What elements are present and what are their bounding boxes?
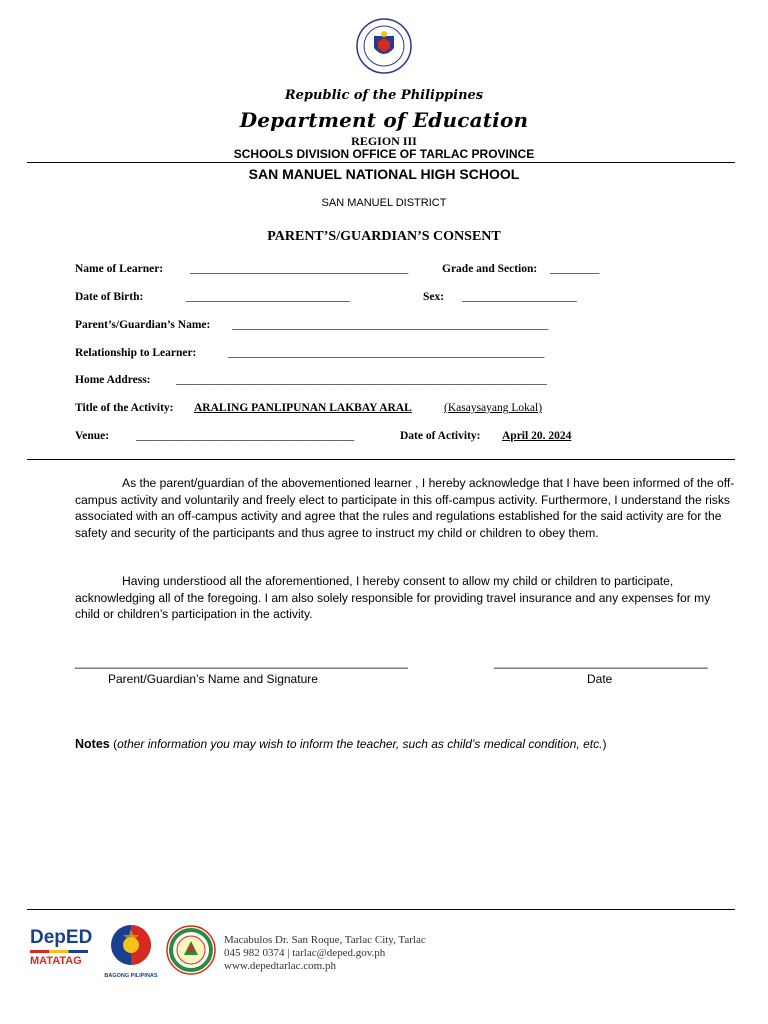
activity-subtitle: (Kasaysayang Lokal) [444,402,543,414]
sex-label: Sex: [423,291,445,303]
deped-logo-stripe [30,950,88,953]
grade-label: Grade and Section: [442,263,538,275]
signature-line[interactable]: _____________________________________________________ [75,655,408,669]
footer-website[interactable]: www.depedtarlac.com.ph [224,960,336,972]
footer-address: Macabulos Dr. San Roque, Tarlac City, Tarlac [224,934,426,946]
header-divider [27,162,735,163]
region-heading: REGION III [351,134,417,148]
footer-contact: 045 982 0374 | tarlac@deped.gov.ph [224,947,386,959]
address-label: Home Address: [75,374,151,386]
bagong-pilipinas-logo [104,923,158,977]
notes-label: Notes [75,737,110,751]
sdo-tarlac-seal [166,925,216,975]
guardian-label: Parent’s/Guardian’s Name: [75,319,211,331]
date-signed-label: Date [587,672,613,686]
footer-divider [27,909,735,910]
matatag-logo-text: MATATAG [30,955,82,967]
date-signed-line[interactable]: __________________________________ [494,655,708,669]
sex-field[interactable]: _____________________ [462,291,577,303]
relationship-label: Relationship to Learner: [75,347,197,359]
bagong-pilipinas-text: BAGONG PILIPINAS [104,973,158,979]
deped-matatag-logo [30,928,92,976]
grade-field[interactable]: _________ [550,263,600,275]
activity-value: ARALING PANLIPUNAN LAKBAY ARAL [194,402,412,414]
consent-text-2: Having understiood all the aforementioned, I hereby consent to allow my child or children to participate, acknowledging all of the foregoing. I am also solely responsible for providing travel insurance and any expenses for my child or children’s participation in the activity. [75,574,711,621]
form-title: PARENT’S/GUARDIAN’S CONSENT [267,229,501,244]
consent-paragraph-2 [75,573,735,623]
department-heading: Department of Education [239,108,529,132]
school-name: SAN MANUEL NATIONAL HIGH SCHOOL [248,166,520,182]
learner-field[interactable]: ________________________________________ [190,263,409,275]
district-name: SAN MANUEL DISTRICT [321,197,447,209]
notes-hint: other information you may wish to inform the teacher, such as child’s medical condition, etc. [117,737,603,751]
notes-section: Notes (other information you may wish to inform the teacher, such as child’s medical condition, etc.) [75,737,607,751]
guardian-field[interactable]: __________________________________________________________ [232,319,549,331]
dob-label: Date of Birth: [75,291,144,303]
division-heading: SCHOOLS DIVISION OFFICE OF TARLAC PROVINCE [233,147,535,161]
signature-label: Parent/Guardian’s Name and Signature [108,672,318,686]
activity-label: Title of the Activity: [75,402,174,414]
deped-logo-text: DepED [30,927,93,948]
venue-field[interactable]: ________________________________________ [136,430,355,442]
form-divider [27,459,735,460]
learner-label: Name of Learner: [75,263,164,275]
address-field[interactable]: ____________________________________________________________________ [176,374,547,386]
relationship-field[interactable]: __________________________________________________________ [228,347,545,359]
deped-seal-logo [356,18,412,74]
dob-field[interactable]: ______________________________ [186,291,350,303]
venue-label: Venue: [75,430,110,442]
date-of-activity-value: April 20. 2024 [502,430,572,442]
date-of-activity-label: Date of Activity: [400,430,481,442]
consent-paragraph-1 [75,475,735,541]
republic-heading: Republic of the Philippines [284,88,484,103]
consent-text-1: As the parent/guardian of the abovementioned learner , I hereby acknowledge that I have been informed of the off-campus activity and voluntarily and freely elect to participate in this off-campus activity. Furthermore, I understand the risks associated with an off-campus activity and agree that the rules and regulations established for the said activity are for the safety and security of the participants and thus agree to instruct my child or children to obey them. [75,476,735,540]
